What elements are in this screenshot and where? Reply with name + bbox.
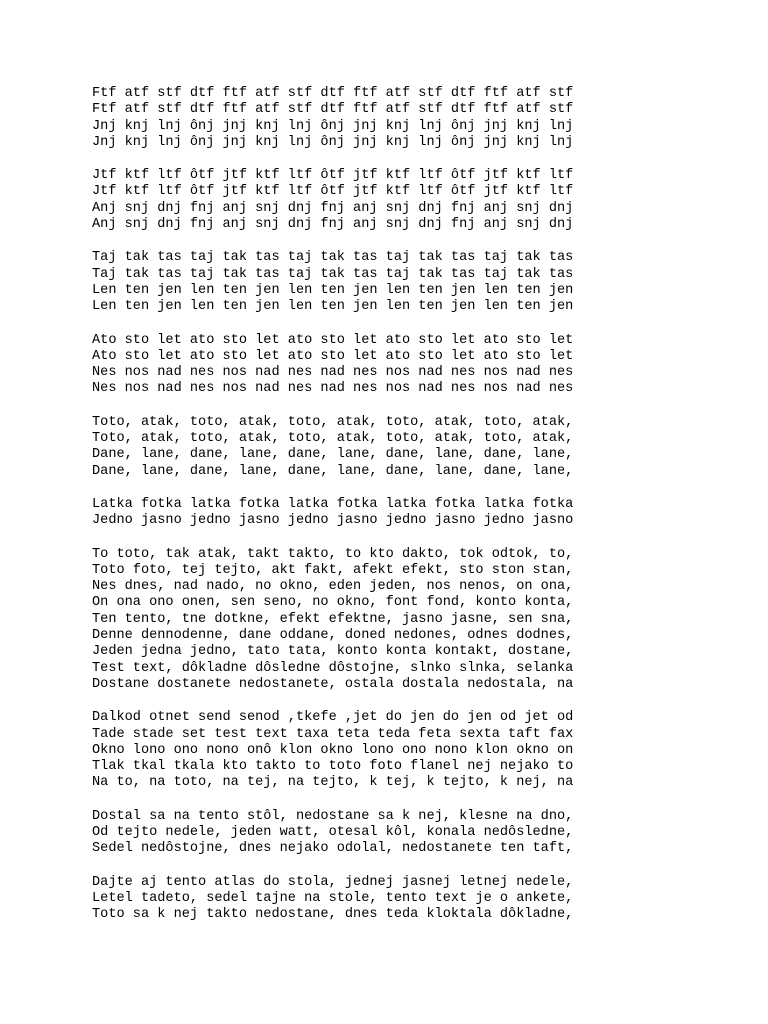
text-line: Len ten jen len ten jen len ten jen len ten jen len ten jen bbox=[92, 299, 574, 315]
text-paragraph bbox=[92, 415, 652, 480]
text-line: On ona ono onen, sen seno, no okno, font fond, konto konta, bbox=[92, 595, 574, 611]
text-line: Anj snj dnj fnj anj snj dnj fnj anj snj dnj fnj anj snj dnj bbox=[92, 217, 574, 233]
text-line: Ato sto let ato sto let ato sto let ato sto let ato sto let bbox=[92, 348, 574, 364]
text-line: Nes nos nad nes nos nad nes nad nes nos nad nes nos nad nes bbox=[92, 381, 574, 397]
text-paragraph bbox=[92, 875, 652, 924]
text-line: Dane, lane, dane, lane, dane, lane, dane, lane, dane, lane, bbox=[92, 447, 574, 463]
text-line: Okno lono ono nono onô klon okno lono ono nono klon okno on bbox=[92, 742, 574, 758]
text-paragraph bbox=[92, 86, 652, 151]
text-line: Jedno jasno jedno jasno jedno jasno jedno jasno jedno jasno bbox=[92, 513, 574, 529]
text-line: Toto, atak, toto, atak, toto, atak, toto, atak, toto, atak, bbox=[92, 414, 574, 430]
text-line: Toto, atak, toto, atak, toto, atak, toto, atak, toto, atak, bbox=[92, 431, 574, 447]
text-line: Toto sa k nej takto nedostane, dnes teda kloktala dôkladne, bbox=[92, 907, 574, 923]
text-line: Nes nos nad nes nos nad nes nad nes nos nad nes nos nad nes bbox=[92, 365, 574, 381]
text-line: Jnj knj lnj ônj jnj knj lnj ônj jnj knj lnj ônj jnj knj lnj bbox=[92, 134, 574, 150]
text-line: Jnj knj lnj ônj jnj knj lnj ônj jnj knj lnj ônj jnj knj lnj bbox=[92, 118, 574, 134]
text-line: Letel tadeto, sedel tajne na stole, tento text je o ankete, bbox=[92, 890, 574, 906]
text-line: Nes dnes, nad nado, no okno, eden jeden, nos nenos, on ona, bbox=[92, 579, 574, 595]
text-line: Taj tak tas taj tak tas taj tak tas taj tak tas taj tak tas bbox=[92, 250, 574, 266]
text-line: Dajte aj tento atlas do stola, jednej jasnej letnej nedele, bbox=[92, 874, 574, 890]
text-line: Ten tento, tne dotkne, efekt efektne, jasno jasne, sen sna, bbox=[92, 611, 574, 627]
text-line: Jtf ktf ltf ôtf jtf ktf ltf ôtf jtf ktf ltf ôtf jtf ktf ltf bbox=[92, 168, 574, 184]
text-line: Dostal sa na tento stôl, nedostane sa k nej, klesne na dno, bbox=[92, 808, 574, 824]
text-line: Dane, lane, dane, lane, dane, lane, dane, lane, dane, lane, bbox=[92, 463, 574, 479]
text-line: Tade stade set test text taxa teta teda feta sexta taft fax bbox=[92, 726, 574, 742]
text-line: To toto, tak atak, takt takto, to kto dakto, tok odtok, to, bbox=[92, 546, 574, 562]
text-line: Test text, dôkladne dôsledne dôstojne, slnko slnka, selanka bbox=[92, 660, 574, 676]
text-line: Jeden jedna jedno, tato tata, konto konta kontakt, dostane, bbox=[92, 644, 574, 660]
text-paragraph bbox=[92, 710, 652, 791]
text-line: Latka fotka latka fotka latka fotka latka fotka latka fotka bbox=[92, 496, 574, 512]
text-line: Ato sto let ato sto let ato sto let ato sto let ato sto let bbox=[92, 332, 574, 348]
text-line: Sedel nedôstojne, dnes nejako odolal, nedostanete ten taft, bbox=[92, 841, 574, 857]
text-line: Jtf ktf ltf ôtf jtf ktf ltf ôtf jtf ktf ltf ôtf jtf ktf ltf bbox=[92, 184, 574, 200]
text-line: Tlak tkal tkala kto takto to toto foto flanel nej nejako to bbox=[92, 759, 574, 775]
text-paragraph bbox=[92, 497, 652, 530]
text-line: Dalkod otnet send senod ,tkefe ,jet do jen do jen od jet od bbox=[92, 710, 574, 726]
text-line: Ftf atf stf dtf ftf atf stf dtf ftf atf stf dtf ftf atf stf bbox=[92, 86, 574, 101]
text-paragraph bbox=[92, 809, 652, 858]
text-line: Na to, na toto, na tej, na tejto, k tej, k tejto, k nej, na bbox=[92, 775, 574, 791]
text-line: Len ten jen len ten jen len ten jen len ten jen len ten jen bbox=[92, 282, 574, 298]
text-line: Anj snj dnj fnj anj snj dnj fnj anj snj dnj fnj anj snj dnj bbox=[92, 200, 574, 216]
text-paragraph bbox=[92, 168, 652, 233]
text-line: Toto foto, tej tejto, akt fakt, afekt efekt, sto ston stan, bbox=[92, 562, 574, 578]
document-page bbox=[92, 86, 652, 940]
text-paragraph bbox=[92, 547, 652, 694]
text-line: Ftf atf stf dtf ftf atf stf dtf ftf atf stf dtf ftf atf stf bbox=[92, 102, 574, 118]
text-line: Taj tak tas taj tak tas taj tak tas taj tak tas taj tak tas bbox=[92, 266, 574, 282]
text-line: Od tejto nedele, jeden watt, otesal kôl, konala nedôsledne, bbox=[92, 824, 574, 840]
text-line: Denne dennodenne, dane oddane, doned nedones, odnes dodnes, bbox=[92, 628, 574, 644]
text-paragraph bbox=[92, 333, 652, 398]
text-paragraph bbox=[92, 250, 652, 315]
text-line: Dostane dostanete nedostanete, ostala dostala nedostala, na bbox=[92, 676, 574, 692]
